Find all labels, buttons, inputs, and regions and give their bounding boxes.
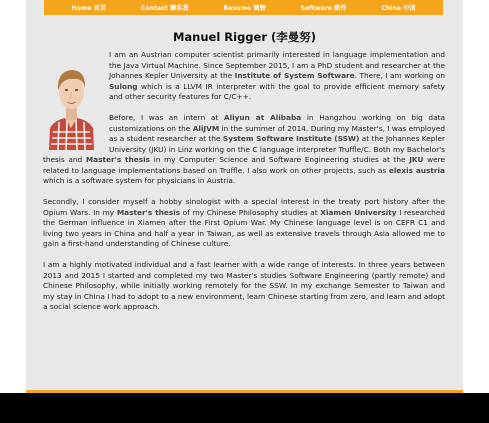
nav-link-resume[interactable]: Resume 簡歷 [223,5,266,12]
bold-term: Institute of System Software [234,71,355,80]
intro-paragraph-4: I am a highly motivated individual and a fast learner with a wide range of interests. In three years between 2013 and 2015 I started and completed my two Master's studies Software Engineering (partly remote) and Chinese Philosophy, while initially working remotely for the SSW. In my exchange Semester to Taiwan and my stay in China I had to adopt to a new environment, learn Chinese starting from zero, and learn and adopt a social science work approach. [43,260,445,311]
intro-paragraph-2: Before, I was an intern at Aliyun at Alibaba in Hangzhou working on big data customizations on the AliJVM in the summer of 2014. During my Master's, I was employed as a student researcher at the System Software Institute (SSW) at the Johannes Kepler University (JKU) in Linz working on the C language interpreter Truffle/C. Both my Bachelor's thesis and Master's thesis in my Computer Science and Software Engineering studies at the JKU were related to language implementations based on Truffle. I also work on other projects, such as elexis austria which is a software system for physicians in Austria. [43,113,445,185]
nav-link-contact[interactable]: Contact 聯系我 [140,5,189,12]
bold-term: Aliyun at Alibaba [223,113,302,122]
bold-term: Master's thesis [85,155,151,164]
bottom-black-band [0,393,489,423]
nav-link-home[interactable]: Home 首頁 [71,5,107,12]
bold-term: Master's thesis [116,207,181,217]
bold-term: Xiamen University [320,207,397,217]
page-title: Manuel Rigger (李曼努) [172,30,317,44]
page-container [26,0,463,392]
intro-paragraph-3: Secondly, I consider myself a hobby sinologist with a special interest in the treaty port history after the Opium Wars. In my Master's thesis of my Chinese Philosophy studies at Xiamen University I researched the German influence in Xiamen after the First Opium War. My Chinese language level is on CEFR C1 and living two years in China and half a year in Taiwan, as well as extensive travels through Asia allowed me to gain a first-hand understanding of Chinese culture. [43,197,445,248]
bold-term: JKU [409,155,424,164]
nav-link-china[interactable]: China 中国 [381,5,416,12]
bold-term: AliJVM [192,123,220,133]
main-content [43,50,445,323]
bold-term: Sulong [109,81,138,91]
top-navigation-bar [44,0,443,15]
nav-link-software[interactable]: Software 軟件 [300,5,347,12]
intro-paragraph-1: I am an Austrian computer scientist primarily interested in language implementation and the Java Virtual Machine. Since September 2015, I am a PhD student and researcher at the Johannes Kepler University at the Institute of System Software. There, I am working on Sulong which is a LLVM IR interpreter with the goal to provide efficient memory safety and other security features for C/C++. [109,50,445,101]
bold-term: System Software Institute (SSW) [222,134,360,143]
profile-photo [47,50,96,150]
bold-term: elexis austria [388,165,445,175]
